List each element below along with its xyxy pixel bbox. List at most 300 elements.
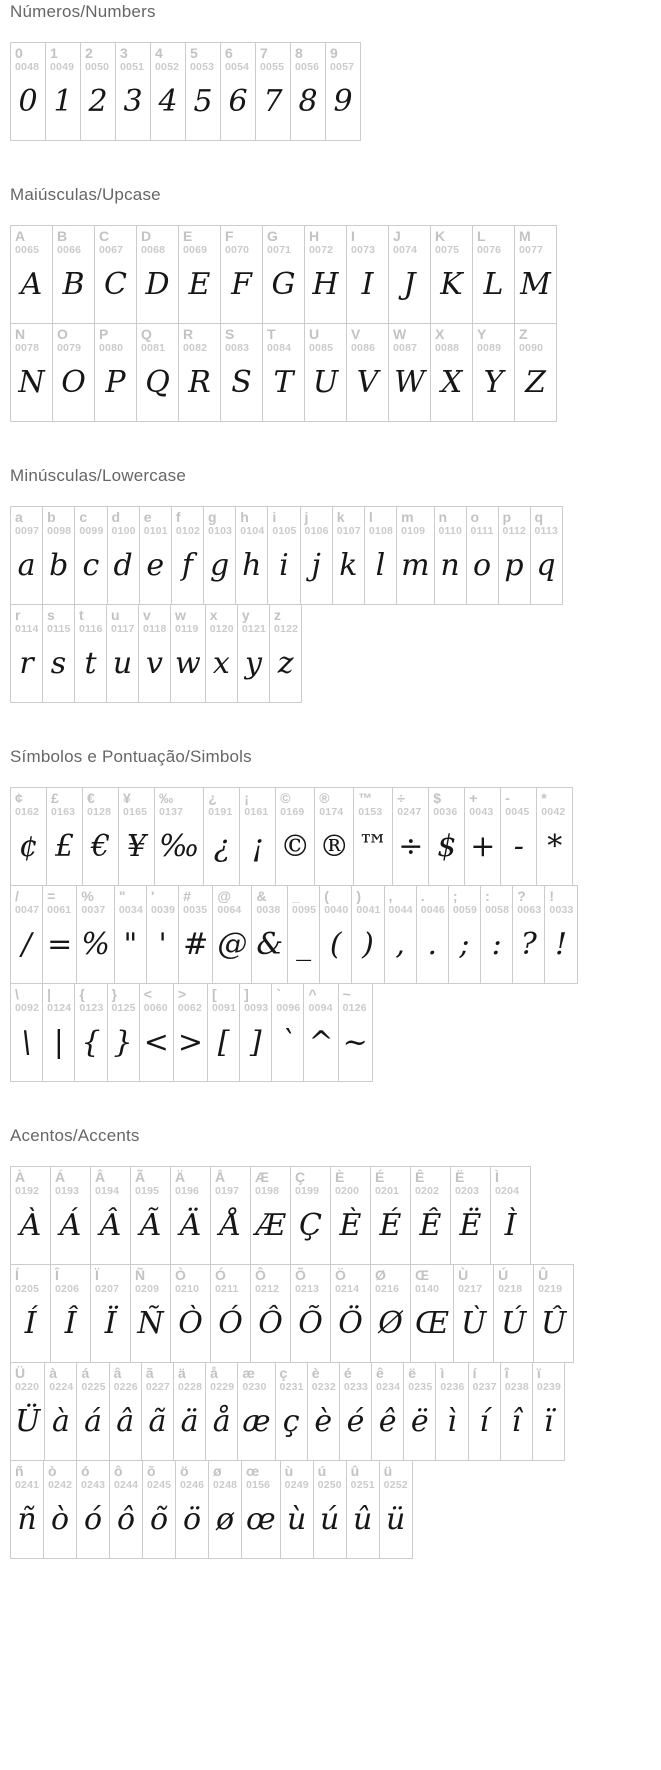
glyph-cell xyxy=(472,323,515,422)
cell-glyph: ã xyxy=(148,1404,167,1440)
glyph-cell xyxy=(536,787,573,886)
cell-char-label: | xyxy=(47,986,52,1002)
glyph-cell-head xyxy=(501,788,536,818)
glyph-cell-head xyxy=(467,507,498,537)
cell-code-label: 0230 xyxy=(242,1381,267,1394)
cell-code-label: 0163 xyxy=(51,806,76,819)
glyph-cell xyxy=(141,1362,174,1461)
glyph-cell-head xyxy=(115,886,146,916)
cell-code-label: 0165 xyxy=(123,806,148,819)
cell-code-label: 0231 xyxy=(279,1381,304,1394)
glyph-cell-head xyxy=(411,1265,453,1295)
cell-code-label: 0243 xyxy=(81,1479,106,1492)
glyph-row xyxy=(10,1460,651,1559)
cell-char-label: } xyxy=(111,986,117,1002)
cell-glyph: 0 xyxy=(18,84,38,120)
glyph-cell xyxy=(50,1166,91,1265)
glyph-cell-head xyxy=(211,1167,250,1197)
glyph-cell-head xyxy=(354,788,392,818)
cell-code-label: 0198 xyxy=(255,1185,280,1198)
cell-code-label: 0192 xyxy=(15,1185,40,1198)
glyph-cell-head xyxy=(171,1265,210,1295)
cell-char-label: ã xyxy=(145,1365,154,1381)
cell-glyph: 5 xyxy=(193,84,213,120)
cell-code-label: 0118 xyxy=(143,623,167,636)
glyph-cell xyxy=(171,506,204,605)
cell-char-label: M xyxy=(519,228,531,244)
cell-code-label: 0112 xyxy=(502,525,527,538)
glyph-cell xyxy=(205,1362,238,1461)
cell-char-label: À xyxy=(15,1169,26,1185)
glyph-cell-head xyxy=(305,226,346,256)
glyph-cell-head xyxy=(339,984,372,1014)
cell-glyph: ó xyxy=(83,1502,103,1538)
cell-glyph: Ú xyxy=(500,1306,527,1342)
cell-glyph: b xyxy=(49,548,69,584)
cell-code-label: 0067 xyxy=(99,244,124,257)
glyph-section xyxy=(10,466,651,703)
cell-char-label: ò xyxy=(48,1463,57,1479)
cell-char-label: 7 xyxy=(260,45,268,61)
glyph-cell xyxy=(118,787,155,886)
cell-glyph: < xyxy=(143,1025,169,1061)
cell-char-label: t xyxy=(79,607,84,623)
cell-code-label: 0099 xyxy=(79,525,104,538)
glyph-cell xyxy=(262,225,305,324)
cell-glyph: 1 xyxy=(53,84,73,120)
glyph-cell-head xyxy=(77,1363,108,1393)
cell-code-label: 0201 xyxy=(375,1185,400,1198)
glyph-cell xyxy=(130,1166,171,1265)
cell-char-label: & xyxy=(256,888,267,904)
cell-code-label: 0095 xyxy=(292,904,317,917)
cell-char-label: ¥ xyxy=(123,790,131,806)
glyph-cell-head xyxy=(213,886,251,916)
cell-glyph: œ xyxy=(246,1502,276,1538)
glyph-cell-head xyxy=(75,984,106,1014)
cell-glyph: Ü xyxy=(15,1404,41,1440)
cell-glyph: h xyxy=(242,548,262,584)
cell-char-label: ü xyxy=(383,1463,393,1479)
cell-glyph: q xyxy=(536,548,556,584)
cell-code-label: 0214 xyxy=(335,1283,360,1296)
cell-char-label: B xyxy=(57,228,68,244)
cell-char-label: s xyxy=(47,607,55,623)
cell-char-label: ) xyxy=(356,888,362,904)
glyph-cell-head xyxy=(137,324,178,354)
glyph-cell xyxy=(304,323,347,422)
cell-char-label: õ xyxy=(147,1463,156,1479)
cell-code-label: 0199 xyxy=(295,1185,320,1198)
glyph-cell xyxy=(493,1264,534,1363)
cell-char-label: D xyxy=(141,228,152,244)
cell-glyph: B xyxy=(62,267,85,303)
glyph-cell-head xyxy=(81,43,115,73)
glyph-cell-head xyxy=(174,1363,205,1393)
cell-code-label: 0111 xyxy=(470,525,494,538)
cell-glyph: À xyxy=(19,1208,42,1244)
cell-glyph: é xyxy=(346,1404,365,1440)
cell-code-label: 0038 xyxy=(256,904,281,917)
cell-glyph: y xyxy=(244,646,262,682)
section-title: Maiúsculas/Upcase xyxy=(10,185,161,204)
cell-code-label: 0085 xyxy=(309,342,334,355)
cell-glyph: 4 xyxy=(158,84,178,120)
cell-glyph: | xyxy=(53,1025,64,1061)
cell-char-label: Ô xyxy=(255,1267,266,1283)
glyph-cell-head xyxy=(320,886,351,916)
glyph-cell xyxy=(52,225,95,324)
glyph-cell-head xyxy=(179,886,212,916)
cell-glyph: * xyxy=(547,829,563,865)
cell-glyph: A xyxy=(20,267,43,303)
cell-char-label: X xyxy=(435,326,445,342)
cell-code-label: 0040 xyxy=(324,904,349,917)
cell-char-label: N xyxy=(15,326,26,342)
cell-glyph: 6 xyxy=(228,84,248,120)
cell-glyph: õ xyxy=(149,1502,169,1538)
cell-glyph: å xyxy=(212,1404,231,1440)
cell-code-label: 0203 xyxy=(455,1185,480,1198)
cell-char-label: b xyxy=(47,509,56,525)
glyph-cell xyxy=(210,1264,251,1363)
glyph-cell-head xyxy=(291,43,325,73)
glyph-cell-head xyxy=(91,1265,130,1295)
cell-code-label: 0107 xyxy=(336,525,361,538)
cell-code-label: 0239 xyxy=(536,1381,562,1394)
glyph-cell xyxy=(138,604,171,703)
glyph-cell-head xyxy=(365,507,396,537)
cell-code-label: 0048 xyxy=(15,61,40,74)
cell-glyph: 2 xyxy=(88,84,108,120)
cell-glyph: ú xyxy=(320,1502,340,1538)
cell-glyph: ì xyxy=(447,1404,457,1440)
cell-char-label: ; xyxy=(452,888,458,904)
glyph-cell xyxy=(313,1460,347,1559)
glyph-cell-head xyxy=(291,1265,330,1295)
cell-code-label: 0061 xyxy=(47,904,72,917)
cell-glyph: s xyxy=(50,646,67,682)
cell-char-label: ú xyxy=(317,1463,327,1479)
cell-glyph: Ø xyxy=(378,1306,403,1342)
cell-code-label: 0241 xyxy=(15,1479,40,1492)
glyph-cell xyxy=(304,225,347,324)
cell-char-label: Í xyxy=(15,1267,19,1283)
cell-char-label: Ó xyxy=(215,1267,226,1283)
cell-code-label: 0055 xyxy=(260,61,285,74)
cell-glyph: Ì xyxy=(504,1208,517,1244)
glyph-cell xyxy=(205,604,238,703)
cell-glyph: t xyxy=(84,646,97,682)
cell-glyph: Ù xyxy=(460,1306,487,1342)
glyph-cell-head xyxy=(110,1363,141,1393)
glyph-cell-head xyxy=(11,788,46,818)
cell-glyph: a xyxy=(17,548,36,584)
cell-code-label: 0042 xyxy=(541,806,566,819)
cell-code-label: 0043 xyxy=(469,806,494,819)
glyph-cell xyxy=(346,1460,380,1559)
cell-code-label: 0225 xyxy=(81,1381,106,1394)
cell-glyph: ò xyxy=(50,1502,70,1538)
cell-code-label: 0053 xyxy=(190,61,215,74)
cell-code-label: 0097 xyxy=(15,525,40,538)
glyph-cell xyxy=(10,787,47,886)
cell-code-label: 0161 xyxy=(244,806,269,819)
cell-char-label: q xyxy=(534,509,544,525)
glyph-cell-head xyxy=(531,507,562,537)
glyph-cell-head xyxy=(236,507,267,537)
cell-char-label: ó xyxy=(81,1463,90,1479)
glyph-cell-head xyxy=(11,1461,43,1491)
cell-char-label: Ã xyxy=(135,1169,146,1185)
glyph-cell xyxy=(290,1264,331,1363)
cell-char-label: É xyxy=(375,1169,385,1185)
cell-code-label: 0156 xyxy=(246,1479,271,1492)
cell-glyph: 8 xyxy=(298,84,318,120)
cell-code-label: 0248 xyxy=(213,1479,238,1492)
glyph-cell-head xyxy=(272,984,303,1014)
glyph-cell xyxy=(76,1362,109,1461)
glyph-cell-head xyxy=(107,605,138,635)
cell-glyph: Ã xyxy=(139,1208,162,1244)
cell-glyph: l xyxy=(375,548,386,584)
cell-char-label: Æ xyxy=(255,1169,269,1185)
cell-code-label: 0235 xyxy=(408,1381,433,1394)
cell-char-label: O xyxy=(57,326,68,342)
glyph-cell xyxy=(325,42,361,141)
cell-char-label: Ù xyxy=(458,1267,469,1283)
glyph-cell xyxy=(396,506,434,605)
cell-code-label: 0219 xyxy=(538,1283,563,1296)
cell-glyph: ü xyxy=(386,1502,406,1538)
cell-glyph: J xyxy=(403,267,416,303)
glyph-cell-head xyxy=(11,605,42,635)
glyph-cell xyxy=(514,225,557,324)
cell-code-label: 0125 xyxy=(111,1002,136,1015)
cell-glyph: : xyxy=(491,927,502,963)
glyph-cell xyxy=(130,1264,171,1363)
cell-glyph: v xyxy=(146,646,163,682)
cell-code-label: 0086 xyxy=(351,342,376,355)
cell-code-label: 0140 xyxy=(415,1283,440,1296)
cell-code-label: 0046 xyxy=(420,904,445,917)
cell-code-label: 0197 xyxy=(215,1185,240,1198)
cell-code-label: 0090 xyxy=(519,342,544,355)
glyph-cell xyxy=(403,1362,436,1461)
cell-glyph: w xyxy=(175,646,201,682)
glyph-cell xyxy=(170,604,206,703)
cell-code-label: 0251 xyxy=(350,1479,375,1492)
section-title: Números/Numbers xyxy=(10,2,156,21)
cell-code-label: 0098 xyxy=(47,525,72,538)
cell-char-label: Y xyxy=(477,326,487,342)
cell-code-label: 0242 xyxy=(48,1479,73,1492)
cell-glyph: M xyxy=(520,267,551,303)
cell-char-label: ' xyxy=(151,888,155,904)
cell-glyph: [ xyxy=(217,1025,230,1061)
glyph-row xyxy=(10,1264,651,1363)
cell-glyph: â xyxy=(116,1404,135,1440)
cell-glyph: \ xyxy=(21,1025,32,1061)
cell-code-label: 0101 xyxy=(143,525,168,538)
cell-glyph: o xyxy=(472,548,492,584)
glyph-cell xyxy=(139,983,174,1082)
glyph-cell xyxy=(76,885,115,984)
glyph-cell xyxy=(271,983,304,1082)
cell-char-label: 5 xyxy=(190,45,198,61)
glyph-cell-head xyxy=(11,1167,50,1197)
cell-code-label: 0063 xyxy=(517,904,542,917)
glyph-cell xyxy=(500,787,537,886)
cell-glyph: m xyxy=(401,548,430,584)
glyph-cell xyxy=(50,1264,91,1363)
cell-glyph: R xyxy=(188,365,211,401)
cell-char-label: K xyxy=(435,228,446,244)
cell-code-label: 0089 xyxy=(477,342,502,355)
cell-glyph: ï xyxy=(543,1404,554,1440)
cell-glyph: S xyxy=(231,365,252,401)
cell-glyph: & xyxy=(256,927,284,963)
glyph-cell xyxy=(107,983,140,1082)
glyph-cell-head xyxy=(171,1167,210,1197)
glyph-cell xyxy=(250,1264,291,1363)
cell-glyph: { xyxy=(81,1025,101,1061)
glyph-cell-head xyxy=(131,1167,170,1197)
cell-char-label: U xyxy=(309,326,320,342)
cell-code-label: 0232 xyxy=(311,1381,336,1394)
cell-code-label: 0244 xyxy=(114,1479,139,1492)
cell-glyph: U xyxy=(312,365,339,401)
cell-code-label: 0206 xyxy=(55,1283,80,1296)
glyph-cell xyxy=(107,506,140,605)
cell-glyph: ù xyxy=(287,1502,307,1538)
cell-code-label: 0233 xyxy=(343,1381,369,1394)
glyph-cell xyxy=(435,1362,468,1461)
section-rows xyxy=(10,787,651,1082)
cell-char-label: Ä xyxy=(175,1169,186,1185)
cell-code-label: 0073 xyxy=(351,244,376,257)
glyph-cell xyxy=(498,506,531,605)
glyph-cell xyxy=(173,1362,206,1461)
cell-glyph: r xyxy=(19,646,34,682)
cell-char-label: Ú xyxy=(498,1267,509,1283)
cell-char-label: $ xyxy=(433,790,442,806)
glyph-cell xyxy=(203,506,236,605)
glyph-cell xyxy=(45,42,81,141)
glyph-cell xyxy=(275,787,315,886)
cell-glyph: ö xyxy=(182,1502,202,1538)
glyph-cell xyxy=(251,885,288,984)
cell-char-label: 0 xyxy=(15,45,23,61)
glyph-cell-head xyxy=(116,43,150,73)
cell-char-label: : xyxy=(485,888,490,904)
cell-char-label: ö xyxy=(180,1463,189,1479)
cell-char-label: à xyxy=(49,1365,58,1381)
cell-glyph: V xyxy=(356,365,379,401)
glyph-cell xyxy=(379,1460,413,1559)
glyph-cell-head xyxy=(534,1265,573,1295)
glyph-cell-head xyxy=(11,226,52,256)
charmap-page xyxy=(10,2,651,1559)
glyph-cell-head xyxy=(308,1363,339,1393)
glyph-cell xyxy=(139,506,172,605)
glyph-cell-head xyxy=(404,1363,435,1393)
cell-glyph: i xyxy=(279,548,289,584)
glyph-cell-head xyxy=(347,324,388,354)
glyph-cell xyxy=(388,323,431,422)
glyph-cell-head xyxy=(263,324,304,354)
glyph-cell-head xyxy=(179,226,220,256)
cell-code-label: 0246 xyxy=(180,1479,205,1492)
glyph-cell-head xyxy=(515,324,556,354)
glyph-cell-head xyxy=(51,1265,90,1295)
cell-char-label: 2 xyxy=(85,45,93,61)
cell-code-label: 0209 xyxy=(135,1283,160,1296)
glyph-cell-head xyxy=(186,43,220,73)
cell-glyph: # xyxy=(183,927,209,963)
cell-glyph: ¢ xyxy=(18,829,39,865)
cell-char-label: Î xyxy=(55,1267,59,1283)
cell-code-label: 0153 xyxy=(358,806,383,819)
cell-glyph: . xyxy=(427,927,438,963)
cell-char-label: ~ xyxy=(342,986,351,1002)
glyph-cell-head xyxy=(331,1167,370,1197)
glyph-cell xyxy=(10,506,43,605)
glyph-cell-head xyxy=(172,507,203,537)
cell-glyph: e xyxy=(146,548,165,584)
glyph-cell xyxy=(353,787,393,886)
cell-glyph: ñ xyxy=(17,1502,37,1538)
glyph-cell-head xyxy=(221,226,262,256)
cell-char-label: ä xyxy=(177,1365,186,1381)
glyph-cell xyxy=(472,225,515,324)
cell-code-label: 0191 xyxy=(208,806,233,819)
glyph-cell xyxy=(10,1166,51,1265)
cell-code-label: 0195 xyxy=(135,1185,160,1198)
glyph-cell xyxy=(544,885,577,984)
cell-glyph: Ó xyxy=(218,1306,243,1342)
glyph-cell xyxy=(146,885,179,984)
glyph-cell xyxy=(150,42,186,141)
cell-char-label: n xyxy=(438,509,448,525)
glyph-cell xyxy=(170,1166,211,1265)
cell-code-label: 0066 xyxy=(57,244,82,257)
glyph-cell xyxy=(269,604,302,703)
cell-char-label: ê xyxy=(376,1365,384,1381)
cell-code-label: 0227 xyxy=(145,1381,170,1394)
glyph-cell-head xyxy=(491,1167,530,1197)
glyph-cell-head xyxy=(11,1265,50,1295)
cell-glyph: Ä xyxy=(179,1208,202,1244)
glyph-cell-head xyxy=(75,507,106,537)
cell-char-label: 6 xyxy=(225,45,233,61)
cell-char-label: 9 xyxy=(330,45,338,61)
glyph-cell xyxy=(239,983,272,1082)
cell-glyph: j xyxy=(311,548,321,584)
glyph-cell-head xyxy=(436,1363,467,1393)
cell-glyph: P xyxy=(105,365,126,401)
cell-glyph: n xyxy=(440,548,460,584)
glyph-cell xyxy=(512,885,545,984)
glyph-cell-head xyxy=(47,788,82,818)
section-title: Acentos/Accents xyxy=(10,1126,140,1145)
glyph-cell xyxy=(453,1264,494,1363)
cell-char-label: H xyxy=(309,228,320,244)
cell-char-label: G xyxy=(267,228,278,244)
glyph-cell-head xyxy=(11,324,52,354)
glyph-cell-head xyxy=(389,226,430,256)
glyph-cell-head xyxy=(142,1363,173,1393)
